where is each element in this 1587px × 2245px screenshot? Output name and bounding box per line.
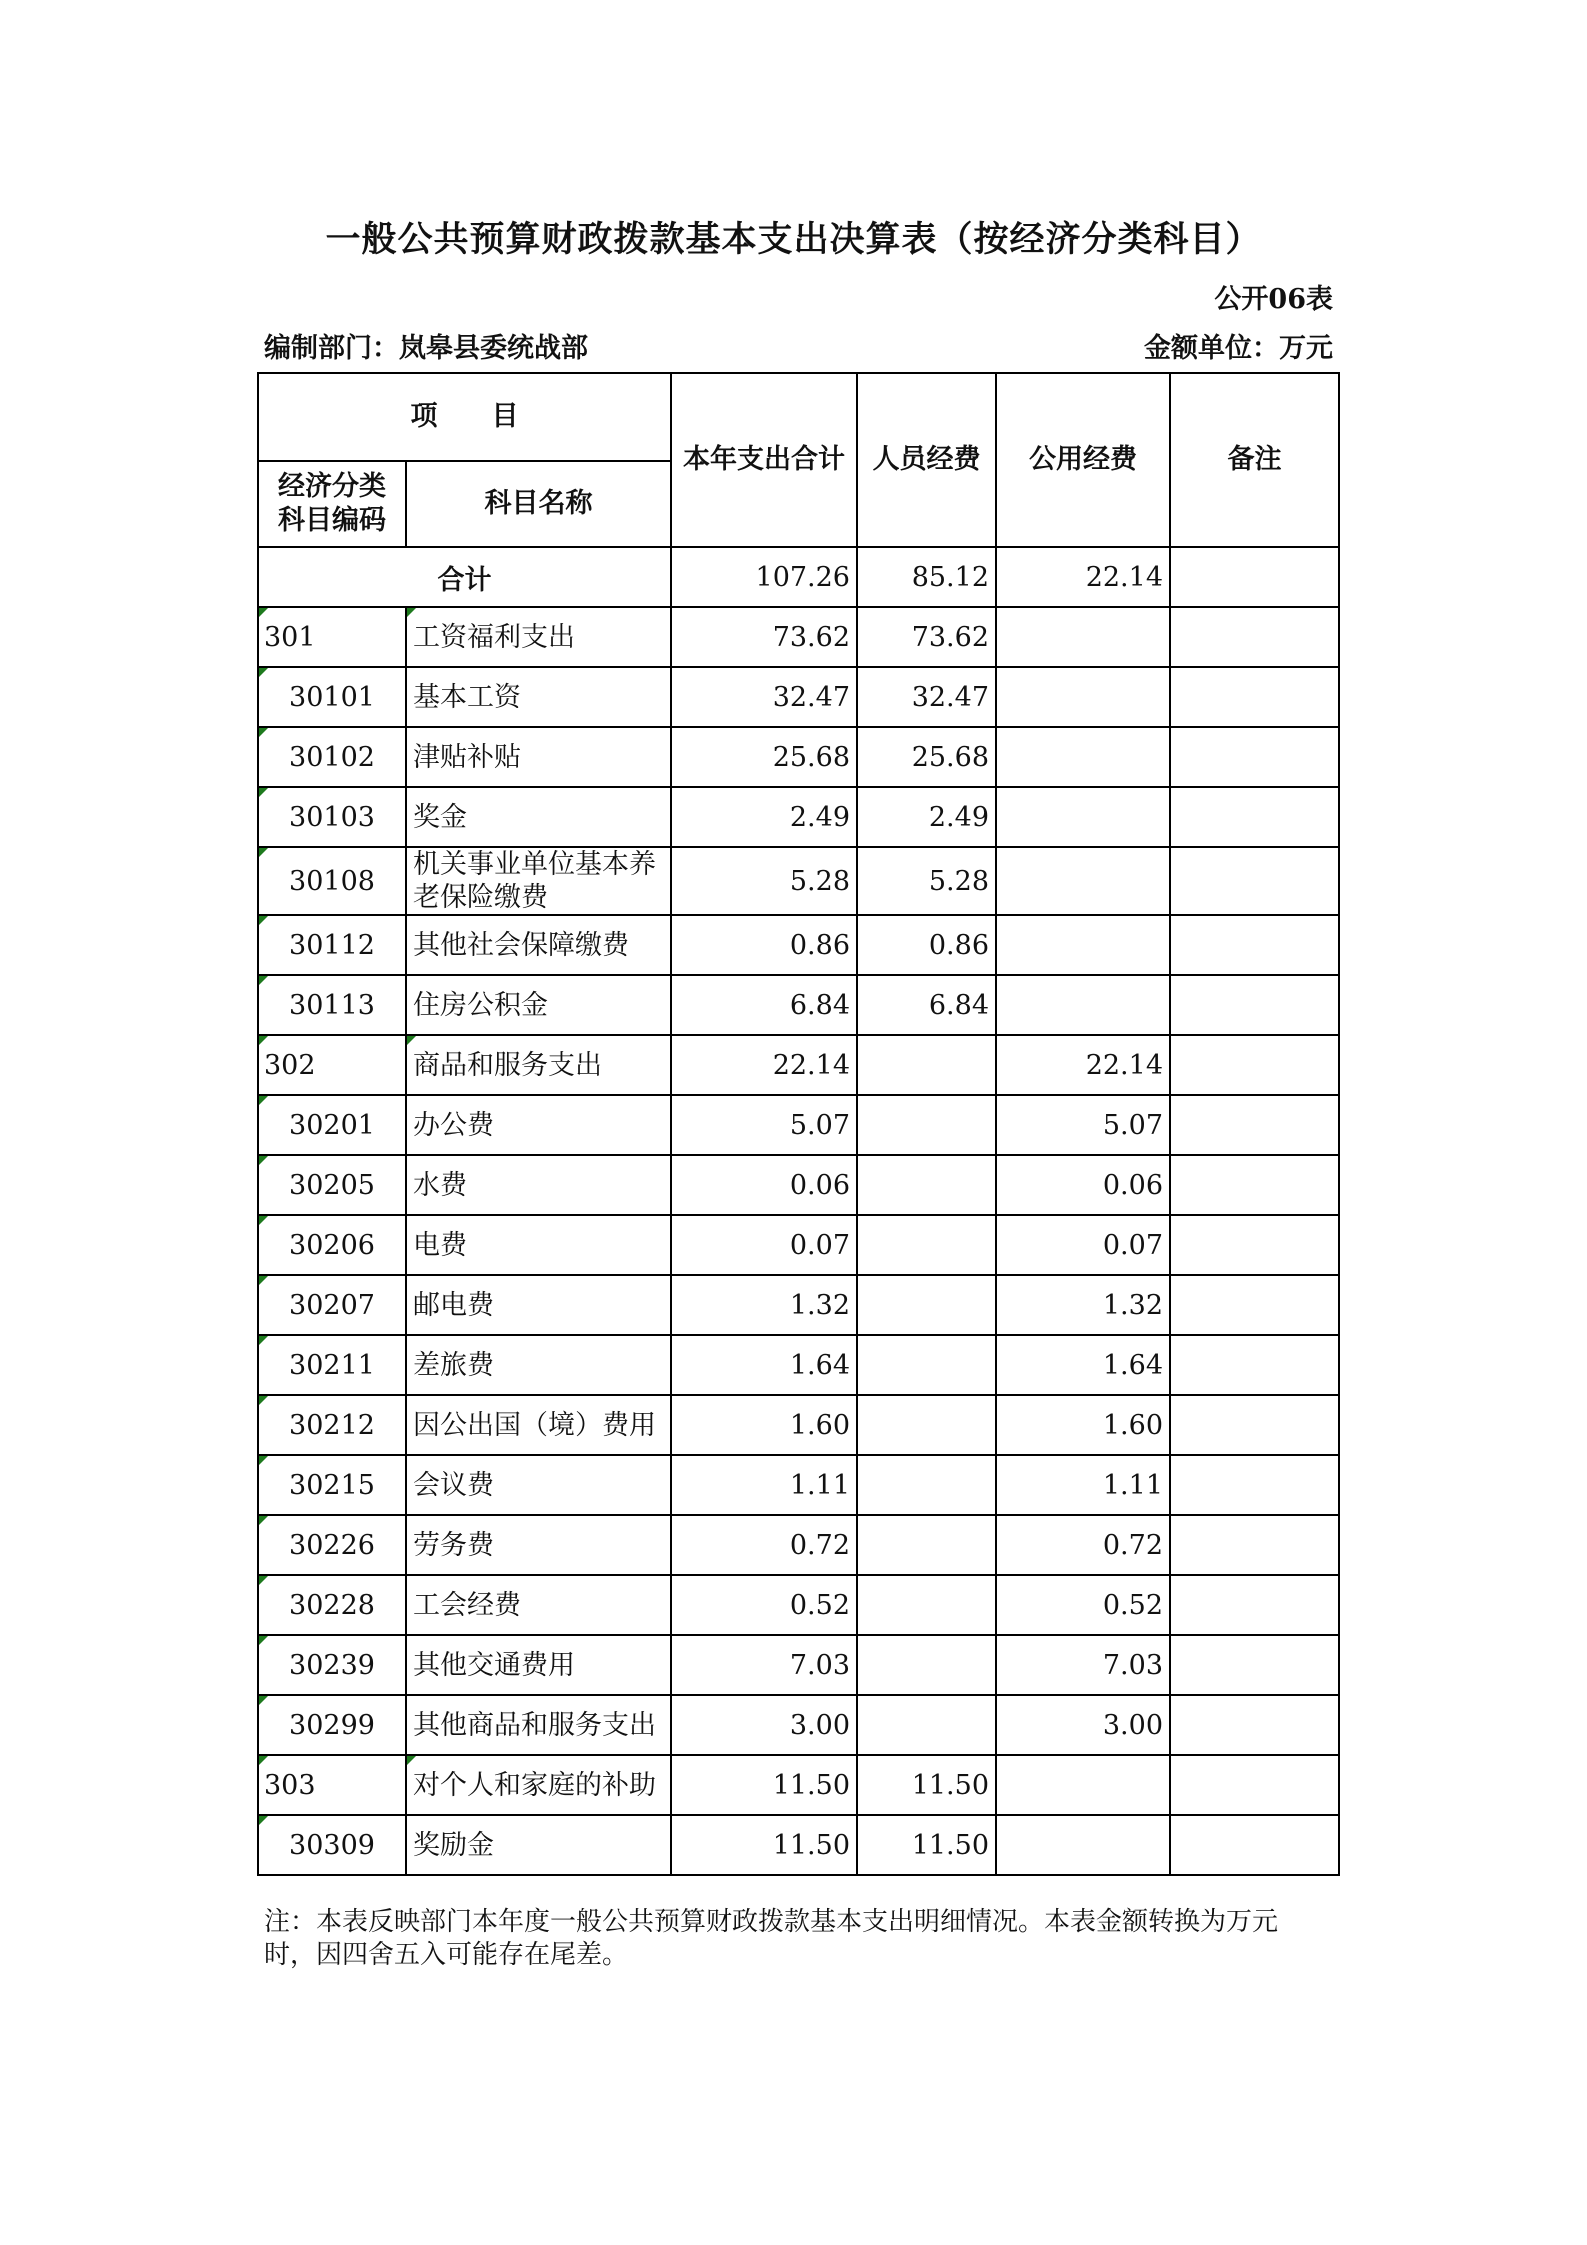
row-name: 劳务费 xyxy=(406,1515,671,1575)
row-code: 30201 xyxy=(258,1095,406,1155)
row-total: 0.52 xyxy=(671,1575,857,1635)
cell-marker-icon xyxy=(259,1756,268,1765)
row-public xyxy=(996,787,1170,847)
row-code: 303 xyxy=(258,1755,406,1815)
row-personnel xyxy=(857,1395,996,1455)
total-label: 合计 xyxy=(258,547,671,607)
table-row xyxy=(258,1755,1339,1815)
row-personnel: 32.47 xyxy=(857,667,996,727)
row-public: 0.06 xyxy=(996,1155,1170,1215)
header-total: 本年支出合计 xyxy=(671,373,857,547)
row-code: 30309 xyxy=(258,1815,406,1875)
row-remark xyxy=(1170,1695,1339,1755)
row-remark xyxy=(1170,727,1339,787)
row-total: 73.62 xyxy=(671,607,857,667)
row-code: 30205 xyxy=(258,1155,406,1215)
row-name: 邮电费 xyxy=(406,1275,671,1335)
row-public xyxy=(996,727,1170,787)
total-total: 107.26 xyxy=(671,547,857,607)
header-remark: 备注 xyxy=(1170,373,1339,547)
cell-marker-icon xyxy=(259,848,268,857)
cell-marker-icon xyxy=(259,788,268,797)
row-name: 商品和服务支出 xyxy=(406,1035,671,1095)
row-code: 301 xyxy=(258,607,406,667)
row-personnel xyxy=(857,1275,996,1335)
row-code: 30206 xyxy=(258,1215,406,1275)
total-row xyxy=(258,547,1339,607)
row-total: 11.50 xyxy=(671,1755,857,1815)
cell-marker-icon xyxy=(259,916,268,925)
header-name: 科目名称 xyxy=(406,461,671,547)
row-personnel: 2.49 xyxy=(857,787,996,847)
row-code: 30239 xyxy=(258,1635,406,1695)
row-name: 会议费 xyxy=(406,1455,671,1515)
table-row xyxy=(258,915,1339,975)
row-public: 5.07 xyxy=(996,1095,1170,1155)
cell-marker-icon xyxy=(407,1036,416,1045)
row-code: 30207 xyxy=(258,1275,406,1335)
row-name: 其他商品和服务支出 xyxy=(406,1695,671,1755)
row-personnel xyxy=(857,1215,996,1275)
table-row xyxy=(258,1515,1339,1575)
row-total: 3.00 xyxy=(671,1695,857,1755)
cell-marker-icon xyxy=(259,1216,268,1225)
row-remark xyxy=(1170,1635,1339,1695)
table-row xyxy=(258,1695,1339,1755)
cell-marker-icon xyxy=(259,1276,268,1285)
row-public xyxy=(996,1755,1170,1815)
row-name: 基本工资 xyxy=(406,667,671,727)
row-personnel xyxy=(857,1335,996,1395)
row-remark xyxy=(1170,1155,1339,1215)
row-public: 22.14 xyxy=(996,1035,1170,1095)
row-remark xyxy=(1170,1455,1339,1515)
table-row xyxy=(258,1275,1339,1335)
row-name: 津贴补贴 xyxy=(406,727,671,787)
row-total: 11.50 xyxy=(671,1815,857,1875)
row-public xyxy=(996,667,1170,727)
table-row xyxy=(258,975,1339,1035)
row-public xyxy=(996,1815,1170,1875)
footnote: 注：本表反映部门本年度一般公共预算财政拨款基本支出明细情况。本表金额转换为万元时，因四舍五入可能存在尾差。 xyxy=(264,1907,1279,1970)
header-item: 项 目 xyxy=(258,373,671,461)
row-personnel xyxy=(857,1155,996,1215)
cell-marker-icon xyxy=(259,1696,268,1705)
row-public: 0.07 xyxy=(996,1215,1170,1275)
table-row xyxy=(258,607,1339,667)
row-public: 3.00 xyxy=(996,1695,1170,1755)
cell-marker-icon xyxy=(259,668,268,677)
total-public: 22.14 xyxy=(996,547,1170,607)
cell-marker-icon xyxy=(407,1756,416,1765)
row-total: 7.03 xyxy=(671,1635,857,1695)
row-personnel xyxy=(857,1515,996,1575)
row-code: 30113 xyxy=(258,975,406,1035)
row-code: 30212 xyxy=(258,1395,406,1455)
cell-marker-icon xyxy=(259,1096,268,1105)
row-remark xyxy=(1170,847,1339,915)
row-remark xyxy=(1170,1575,1339,1635)
row-code: 302 xyxy=(258,1035,406,1095)
row-total: 0.72 xyxy=(671,1515,857,1575)
row-personnel: 11.50 xyxy=(857,1755,996,1815)
row-total: 0.07 xyxy=(671,1215,857,1275)
row-remark xyxy=(1170,667,1339,727)
row-code: 30299 xyxy=(258,1695,406,1755)
row-remark xyxy=(1170,975,1339,1035)
cell-marker-icon xyxy=(259,608,268,617)
row-total: 1.64 xyxy=(671,1335,857,1395)
table-row xyxy=(258,1155,1339,1215)
row-remark xyxy=(1170,1395,1339,1455)
row-name: 差旅费 xyxy=(406,1335,671,1395)
row-personnel: 0.86 xyxy=(857,915,996,975)
row-remark xyxy=(1170,1275,1339,1335)
table-row xyxy=(258,847,1339,915)
table-row xyxy=(258,667,1339,727)
row-total: 1.32 xyxy=(671,1275,857,1335)
cell-marker-icon xyxy=(407,608,416,617)
row-public xyxy=(996,607,1170,667)
row-public xyxy=(996,915,1170,975)
row-name: 奖金 xyxy=(406,787,671,847)
row-name: 其他社会保障缴费 xyxy=(406,915,671,975)
row-code: 30228 xyxy=(258,1575,406,1635)
row-public: 0.72 xyxy=(996,1515,1170,1575)
row-personnel: 25.68 xyxy=(857,727,996,787)
row-remark xyxy=(1170,1215,1339,1275)
row-total: 0.06 xyxy=(671,1155,857,1215)
row-remark xyxy=(1170,787,1339,847)
row-name: 奖励金 xyxy=(406,1815,671,1875)
page-title: 一般公共预算财政拨款基本支出决算表（按经济分类科目） xyxy=(325,219,1262,260)
row-total: 22.14 xyxy=(671,1035,857,1095)
row-remark xyxy=(1170,607,1339,667)
row-code: 30103 xyxy=(258,787,406,847)
cell-marker-icon xyxy=(259,1396,268,1405)
cell-marker-icon xyxy=(259,1516,268,1525)
row-personnel xyxy=(857,1455,996,1515)
table-row xyxy=(258,1335,1339,1395)
table-row xyxy=(258,727,1339,787)
row-total: 25.68 xyxy=(671,727,857,787)
row-code: 30215 xyxy=(258,1455,406,1515)
row-remark xyxy=(1170,1515,1339,1575)
total-personnel: 85.12 xyxy=(857,547,996,607)
cell-marker-icon xyxy=(259,1336,268,1345)
row-personnel xyxy=(857,1635,996,1695)
cell-marker-icon xyxy=(259,1576,268,1585)
row-public: 7.03 xyxy=(996,1635,1170,1695)
row-name: 因公出国（境）费用 xyxy=(406,1395,671,1455)
table-row xyxy=(258,1395,1339,1455)
header-personnel: 人员经费 xyxy=(857,373,996,547)
row-remark xyxy=(1170,1815,1339,1875)
cell-marker-icon xyxy=(259,1036,268,1045)
row-total: 5.28 xyxy=(671,847,857,915)
table-row xyxy=(258,1455,1339,1515)
table-row xyxy=(258,1095,1339,1155)
cell-marker-icon xyxy=(259,728,268,737)
row-total: 1.60 xyxy=(671,1395,857,1455)
row-total: 6.84 xyxy=(671,975,857,1035)
row-remark xyxy=(1170,1095,1339,1155)
row-code: 30112 xyxy=(258,915,406,975)
row-personnel xyxy=(857,1035,996,1095)
row-total: 5.07 xyxy=(671,1095,857,1155)
row-name: 水费 xyxy=(406,1155,671,1215)
cell-marker-icon xyxy=(259,1636,268,1645)
row-name: 电费 xyxy=(406,1215,671,1275)
expenditure-table xyxy=(257,372,1340,1876)
row-personnel: 11.50 xyxy=(857,1815,996,1875)
row-public: 1.32 xyxy=(996,1275,1170,1335)
row-total: 0.86 xyxy=(671,915,857,975)
row-remark xyxy=(1170,1335,1339,1395)
table-row xyxy=(258,1215,1339,1275)
form-number: 公开06表 xyxy=(1214,284,1333,315)
table-row xyxy=(258,1635,1339,1695)
row-remark xyxy=(1170,1755,1339,1815)
row-total: 1.11 xyxy=(671,1455,857,1515)
row-code: 30108 xyxy=(258,847,406,915)
row-code: 30226 xyxy=(258,1515,406,1575)
row-public xyxy=(996,847,1170,915)
cell-marker-icon xyxy=(259,1156,268,1165)
row-personnel: 73.62 xyxy=(857,607,996,667)
total-remark xyxy=(1170,547,1339,607)
department-label: 编制部门：岚皋县委统战部 xyxy=(264,333,588,364)
table-row xyxy=(258,787,1339,847)
row-remark xyxy=(1170,1035,1339,1095)
cell-marker-icon xyxy=(259,1456,268,1465)
table-row xyxy=(258,1035,1339,1095)
row-public: 1.60 xyxy=(996,1395,1170,1455)
row-name: 住房公积金 xyxy=(406,975,671,1035)
row-personnel: 6.84 xyxy=(857,975,996,1035)
unit-label: 金额单位：万元 xyxy=(1144,333,1333,364)
table-row xyxy=(258,1575,1339,1635)
header-public: 公用经费 xyxy=(996,373,1170,547)
row-total: 32.47 xyxy=(671,667,857,727)
row-code: 30102 xyxy=(258,727,406,787)
row-name: 对个人和家庭的补助 xyxy=(406,1755,671,1815)
row-personnel: 5.28 xyxy=(857,847,996,915)
row-public: 1.11 xyxy=(996,1455,1170,1515)
row-personnel xyxy=(857,1575,996,1635)
row-name: 其他交通费用 xyxy=(406,1635,671,1695)
row-personnel xyxy=(857,1695,996,1755)
row-personnel xyxy=(857,1095,996,1155)
row-total: 2.49 xyxy=(671,787,857,847)
row-name: 工资福利支出 xyxy=(406,607,671,667)
table-row xyxy=(258,1815,1339,1875)
header-code: 经济分类科目编码 xyxy=(258,461,406,547)
cell-marker-icon xyxy=(259,1816,268,1825)
row-remark xyxy=(1170,915,1339,975)
cell-marker-icon xyxy=(259,976,268,985)
row-public: 1.64 xyxy=(996,1335,1170,1395)
row-public: 0.52 xyxy=(996,1575,1170,1635)
row-code: 30211 xyxy=(258,1335,406,1395)
row-name: 办公费 xyxy=(406,1095,671,1155)
row-name: 机关事业单位基本养老保险缴费 xyxy=(406,847,671,915)
row-code: 30101 xyxy=(258,667,406,727)
row-public xyxy=(996,975,1170,1035)
row-name: 工会经费 xyxy=(406,1575,671,1635)
